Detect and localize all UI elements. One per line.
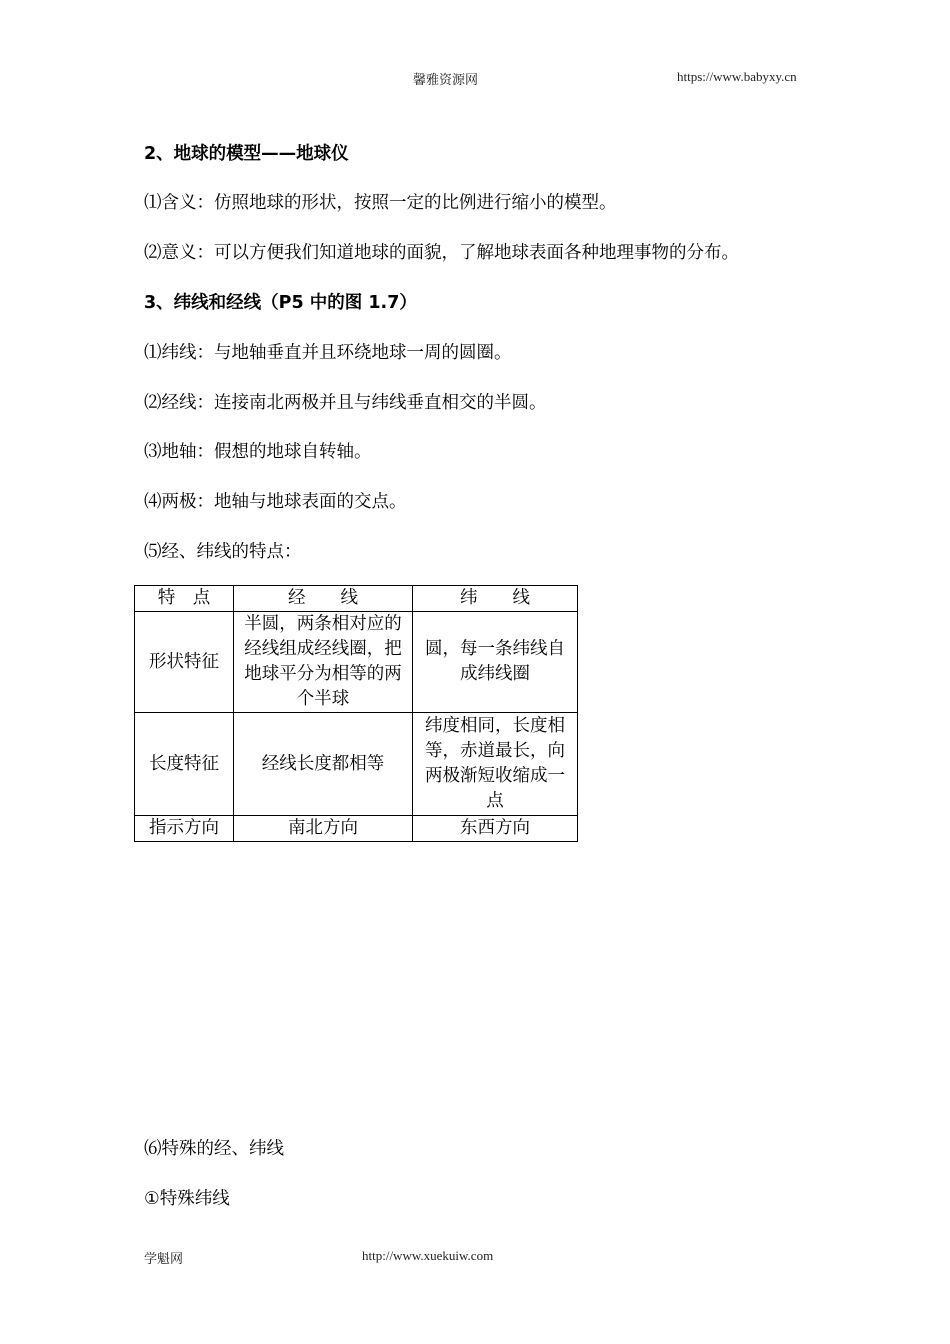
table-row [135,816,578,842]
table-cell-feature: 形状特征 [135,612,234,713]
table-cell-parallel: 纬度相同，长度相等，赤道最长，向两极渐短收缩成一点 [413,713,578,816]
section3-item-latitude: ⑴纬线：与地轴垂直并且环绕地球一周的圆圈。 [144,343,512,363]
table-header-row [135,586,578,612]
section2-item-meaning: ⑴含义：仿照地球的形状，按照一定的比例进行缩小的模型。 [144,193,617,213]
section3-title: 3、纬线和经线（P5 中的图 1.7） [144,293,417,313]
table-cell-parallel: 东西方向 [413,816,578,842]
section2-item-significance: ⑵意义：可以方便我们知道地球的面貌，了解地球表面各种地理事物的分布。 [144,243,739,263]
table-cell-meridian: 经线长度都相等 [234,713,413,816]
table-cell-feature: 指示方向 [135,816,234,842]
header-url: https://www.babyxy.cn [677,69,797,84]
table-cell-feature: 长度特征 [135,713,234,816]
table-header-cell: 纬 线 [413,586,578,612]
table-header-cell: 经 线 [234,586,413,612]
footer-site-name: 学魁网 [144,1251,184,1266]
features-table [134,585,578,842]
footer-url: http://www.xuekuiw.com [362,1248,494,1263]
section3-item-poles: ⑷两极：地轴与地球表面的交点。 [144,492,407,512]
table-header-cell: 特 点 [135,586,234,612]
table-row [135,713,578,816]
section3-item-axis: ⑶地轴：假想的地球自转轴。 [144,442,372,462]
section6-sub: ①特殊纬线 [144,1189,230,1209]
section2-title: 2、地球的模型——地球仪 [144,144,349,164]
table-row [135,612,578,713]
section3-item-longitude: ⑵经线：连接南北两极并且与纬线垂直相交的半圆。 [144,393,547,413]
table-cell-meridian: 半圆，两条相对应的经线组成经线圈，把地球平分为相等的两个半球 [234,612,413,713]
section3-item-features: ⑸经、纬线的特点： [144,542,302,562]
header-site-name: 馨雅资源网 [413,72,479,87]
table-cell-meridian: 南北方向 [234,816,413,842]
section6-title: ⑹特殊的经、纬线 [144,1139,284,1159]
table-cell-parallel: 圆，每一条纬线自成纬线圈 [413,612,578,713]
